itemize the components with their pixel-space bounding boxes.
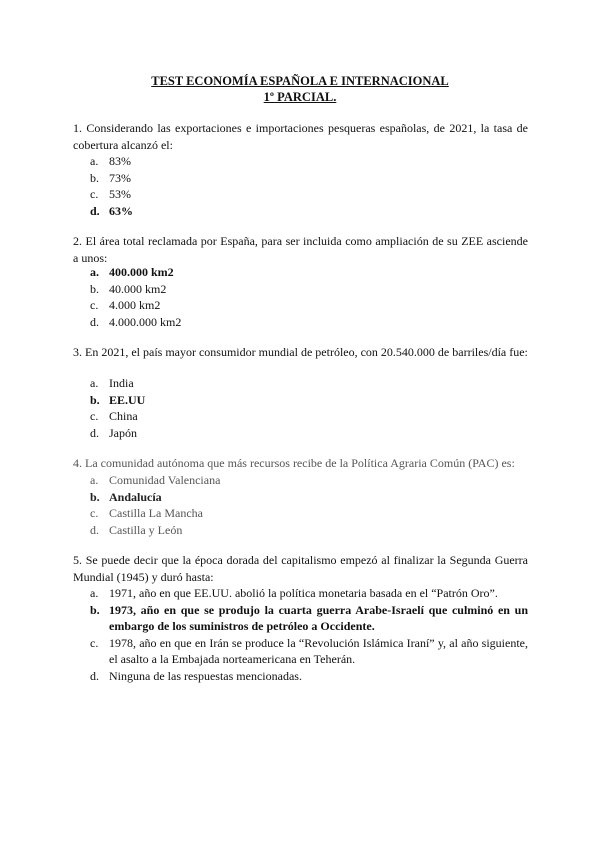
question-5-option-d [90, 668, 528, 685]
question-4-option-d [90, 522, 528, 539]
option-letter: a. [90, 376, 99, 390]
question-1-option-b [90, 170, 528, 187]
option-text: 1978, año en que en Irán se produce la “Revolución Islámica Iraní” y, al año siguiente, el asalto a la Embajada norteamericana en Teherán. [109, 635, 528, 666]
option-letter: c. [90, 187, 99, 201]
question-3-option-b-correct [90, 392, 528, 409]
option-text: Comunidad Valenciana [109, 473, 221, 487]
question-5-option-a [90, 585, 528, 602]
question-1-options [90, 153, 528, 219]
question-5-option-b-correct [90, 602, 528, 635]
option-text: 1973, año en que se produjo la cuarta guerra Arabe-Israelí que culminó en un embargo de los suministros de petróleo a Occidente. [109, 602, 528, 633]
question-4-text: 4. La comunidad autónoma que más recursos recibe de la Política Agraria Común (PAC) es: [73, 456, 515, 470]
option-text: 53% [109, 187, 131, 201]
question-1-option-a [90, 153, 528, 170]
option-letter: d. [90, 425, 99, 440]
option-text: Ninguna de las respuestas mencionadas. [109, 668, 302, 683]
question-3-text: 3. En 2021, el país mayor consumidor mundial de petróleo, con 20.540.000 de barriles/día fue: [73, 345, 528, 359]
option-text: 4.000 km2 [109, 298, 161, 312]
option-text: Castilla y León [109, 522, 183, 537]
option-text: Japón [109, 425, 137, 440]
option-text: 73% [109, 170, 131, 185]
question-2-options [90, 264, 528, 330]
question-2-option-d [90, 314, 528, 331]
option-text: 83% [109, 154, 131, 168]
question-2-option-a-correct [90, 264, 528, 281]
option-letter: b. [90, 602, 100, 617]
option-letter: d. [90, 314, 99, 329]
question-3-option-c [90, 408, 528, 425]
question-3-option-d [90, 425, 528, 442]
option-letter: b. [90, 170, 99, 185]
question-5-text: 5. Se puede decir que la época dorada del capitalismo empezó al finalizar la Segunda Guerra Mundial (1945) y duró hasta: [73, 553, 528, 584]
option-text: Andalucía [109, 489, 162, 504]
question-3-options [90, 375, 528, 441]
document-title: TEST ECONOMÍA ESPAÑOLA E INTERNACIONAL [151, 74, 449, 88]
question-4-option-a [90, 472, 528, 489]
option-text: 4.000.000 km2 [109, 314, 182, 329]
question-3-option-a [90, 375, 528, 392]
question-1-option-d-correct [90, 203, 528, 220]
option-letter: d. [90, 203, 100, 218]
option-letter: c. [90, 298, 99, 312]
option-letter: c. [90, 506, 99, 520]
question-2-option-b [90, 281, 528, 298]
option-text: 400.000 km2 [109, 265, 174, 279]
option-letter: d. [90, 668, 99, 683]
option-text: India [109, 376, 134, 390]
option-letter: b. [90, 489, 100, 504]
option-letter: a. [90, 154, 99, 168]
question-4-options [90, 472, 528, 538]
question-5-options [90, 585, 528, 684]
question-2-text: 2. El área total reclamada por España, para ser incluida como ampliación de su ZEE asciende a unos: [73, 234, 528, 265]
question-4-option-c [90, 505, 528, 522]
question-1-text: 1. Considerando las exportaciones e importaciones pesqueras españolas, de 2021, la tasa de cobertura alcanzó el: [73, 121, 528, 152]
option-text: 63% [109, 203, 133, 218]
option-text: China [109, 409, 138, 423]
option-letter: a. [90, 265, 99, 279]
question-1-option-c [90, 186, 528, 203]
option-text: EE.UU [109, 392, 146, 407]
option-letter: b. [90, 281, 99, 296]
option-letter: b. [90, 392, 100, 407]
question-5-option-c [90, 635, 528, 668]
option-text: Castilla La Mancha [109, 506, 203, 520]
question-4-option-b-correct [90, 489, 528, 506]
question-2-option-c [90, 297, 528, 314]
option-text: 1971, año en que EE.UU. abolió la política monetaria basada en el “Patrón Oro”. [109, 586, 498, 600]
option-letter: a. [90, 473, 99, 487]
document-subtitle: 1º PARCIAL. [263, 90, 337, 104]
option-text: 40.000 km2 [109, 281, 167, 296]
option-letter: d. [90, 522, 99, 537]
option-letter: c. [90, 635, 99, 650]
option-letter: c. [90, 409, 99, 423]
option-letter: a. [90, 586, 99, 600]
